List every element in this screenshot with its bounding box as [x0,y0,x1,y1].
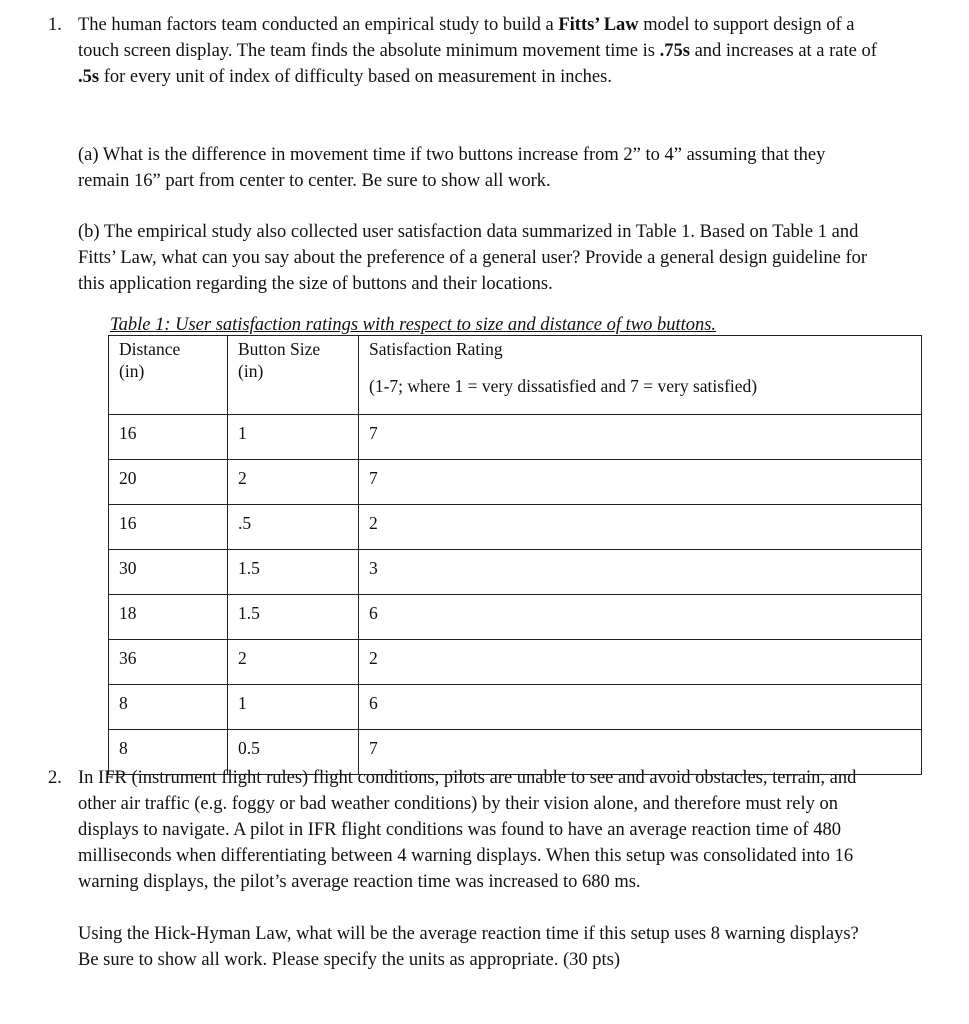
question-2-paragraph-2: Using the Hick-Hyman Law, what will be the average reaction time if this setup uses 8 warning displays? Be sure to show all work. Please specify the units as appropriate. (30 pts) [78,924,859,970]
question-1-part-b [78,219,878,297]
cell-distance: 18 [109,595,228,640]
cell-button-size: 1.5 [228,595,359,640]
table-row [109,685,922,730]
question-2-body [78,765,878,973]
cell-button-size: 1.5 [228,550,359,595]
question-1-stem [78,12,878,90]
header-distance-unit: (in) [119,361,145,381]
stem-text-part: model to support design of a touch screen display. The team finds the absolute minimum movement time is [78,15,855,61]
cell-rating: 6 [359,595,922,640]
cell-rating: 7 [359,415,922,460]
cell-button-size: 0.5 [228,730,359,775]
table-row [109,505,922,550]
cell-rating: 6 [359,685,922,730]
question-1-number: 1. [48,15,62,35]
cell-rating: 7 [359,460,922,505]
cell-button-size: 1 [228,415,359,460]
header-rating-label: Satisfaction Rating [369,339,503,359]
stem-text-part: and increases at a rate of [689,41,877,61]
stem-text-part: for every unit of index of difficulty based on measurement in inches. [99,67,612,87]
cell-button-size: .5 [228,505,359,550]
table-caption: Table 1: User satisfaction ratings with respect to size and distance of two buttons. [110,315,717,335]
table-row [109,415,922,460]
cell-distance: 30 [109,550,228,595]
header-satisfaction-rating [359,336,922,415]
cell-distance: 16 [109,415,228,460]
cell-rating: 2 [359,640,922,685]
cell-distance: 16 [109,505,228,550]
question-2-number: 2. [48,768,62,788]
table-row [109,460,922,505]
cell-distance: 36 [109,640,228,685]
part-a-text: (a) What is the difference in movement time if two buttons increase from 2” to 4” assuming that they remain 16” part from center to center. Be sure to show all work. [78,145,826,191]
cell-distance: 20 [109,460,228,505]
header-distance-label: Distance [119,339,181,359]
stem-text-part: The human factors team conducted an empirical study to build a [78,15,559,35]
cell-rating: 2 [359,505,922,550]
table-row [109,595,922,640]
satisfaction-table [108,335,922,775]
question-1-stem-text [78,12,878,90]
table-row [109,640,922,685]
question-1-part-a [78,142,878,194]
cell-button-size: 1 [228,685,359,730]
cell-distance: 8 [109,685,228,730]
header-rating-scale: (1-7; where 1 = very dissatisfied and 7 = very satisfied) [369,376,758,396]
part-b-text: (b) The empirical study also collected user satisfaction data summarized in Table 1. Based on Table 1 and Fitts’ Law, what can you say about the preference of a general user? Provide a general design guideline for this application regarding the size of buttons and their locations. [78,222,868,294]
table-header-row [109,336,922,415]
header-distance [109,336,228,415]
cell-button-size: 2 [228,460,359,505]
cell-button-size: 2 [228,640,359,685]
header-button-size-unit: (in) [238,361,264,381]
stem-bold-fitts-law: Fitts’ Law [558,15,639,35]
cell-rating: 7 [359,730,922,775]
header-button-size-label: Button Size [238,339,321,359]
stem-bold-min-time: .75s [659,41,690,61]
stem-bold-rate: .5s [78,67,100,87]
header-button-size [228,336,359,415]
table-row [109,550,922,595]
question-2-paragraph-1: In IFR (instrument flight rules) flight conditions, pilots are unable to see and avoid obstacles, terrain, and other air traffic (e.g. foggy or bad weather conditions) by their vision alone, and therefore must rely on displays to navigate. A pilot in IFR flight conditions was found to have an average reaction time of 480 milliseconds when differentiating between 4 warning displays. When this setup was consolidated into 16 warning displays, the pilot’s average reaction time was increased to 680 ms. [78,768,857,892]
cell-distance: 8 [109,730,228,775]
cell-rating: 3 [359,550,922,595]
